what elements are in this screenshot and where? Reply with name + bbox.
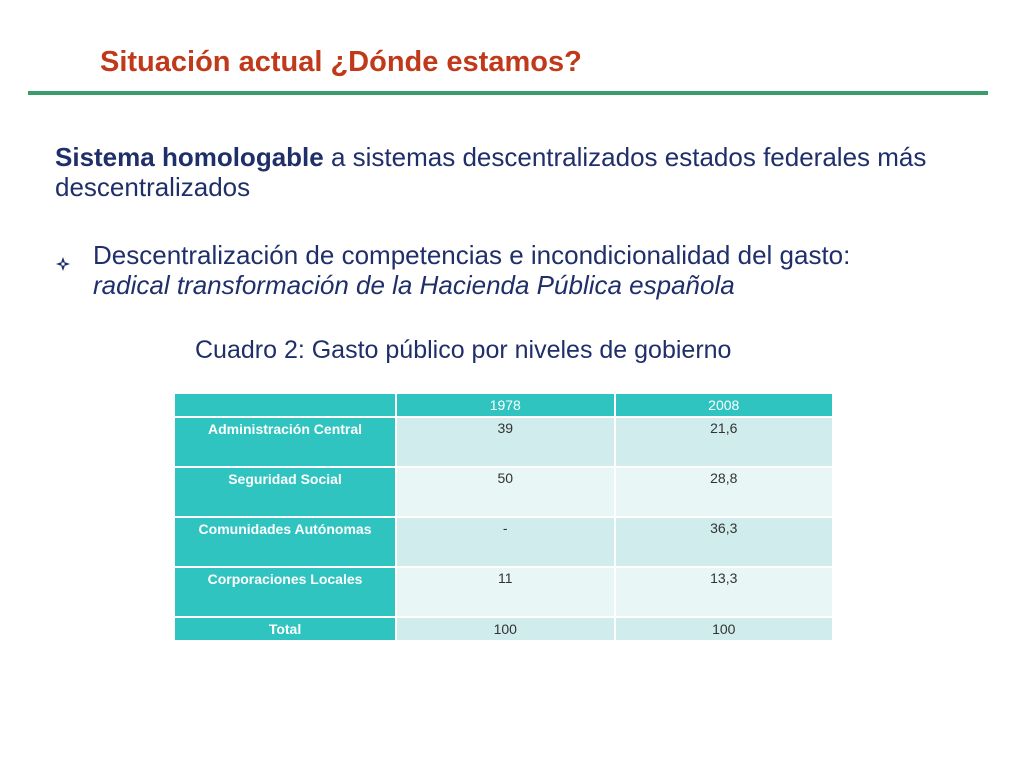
cell-2008: 100 [615, 617, 834, 641]
cell-2008: 21,6 [615, 417, 834, 467]
cell-2008: 28,8 [615, 467, 834, 517]
table-row-total [174, 617, 833, 641]
cell-1978: 100 [396, 617, 614, 641]
table-row [174, 517, 833, 567]
title-divider [28, 91, 988, 95]
bullet-text-italic: radical transformación de la Hacienda Pública española [93, 270, 735, 300]
cell-1978: 39 [396, 417, 614, 467]
header-2008: 2008 [615, 393, 834, 417]
table-header-row [174, 393, 833, 417]
row-label: Administración Central [174, 417, 396, 467]
header-1978: 1978 [396, 393, 614, 417]
table-row [174, 467, 833, 517]
diamond-bullet-icon [55, 248, 71, 264]
row-label: Total [174, 617, 396, 641]
row-label: Seguridad Social [174, 467, 396, 517]
cell-2008: 13,3 [615, 567, 834, 617]
slide-title: Situación actual ¿Dónde estamos? [100, 46, 582, 78]
main-statement [55, 142, 955, 202]
table-caption: Cuadro 2: Gasto público por niveles de gobierno [195, 336, 732, 364]
bullet-text [93, 240, 963, 300]
cell-2008: 36,3 [615, 517, 834, 567]
bullet-text-regular: Descentralización de competencias e incondicionalidad del gasto: [93, 240, 851, 270]
header-empty [174, 393, 396, 417]
statement-bold: Sistema homologable [55, 142, 324, 172]
cell-1978: - [396, 517, 614, 567]
cell-1978: 11 [396, 567, 614, 617]
table-row [174, 417, 833, 467]
statement-rest: a sistemas descentralizados estados federales más descentralizados [55, 142, 927, 202]
row-label: Comunidades Autónomas [174, 517, 396, 567]
table-row [174, 567, 833, 617]
row-label: Corporaciones Locales [174, 567, 396, 617]
cell-1978: 50 [396, 467, 614, 517]
spending-table [173, 392, 834, 642]
